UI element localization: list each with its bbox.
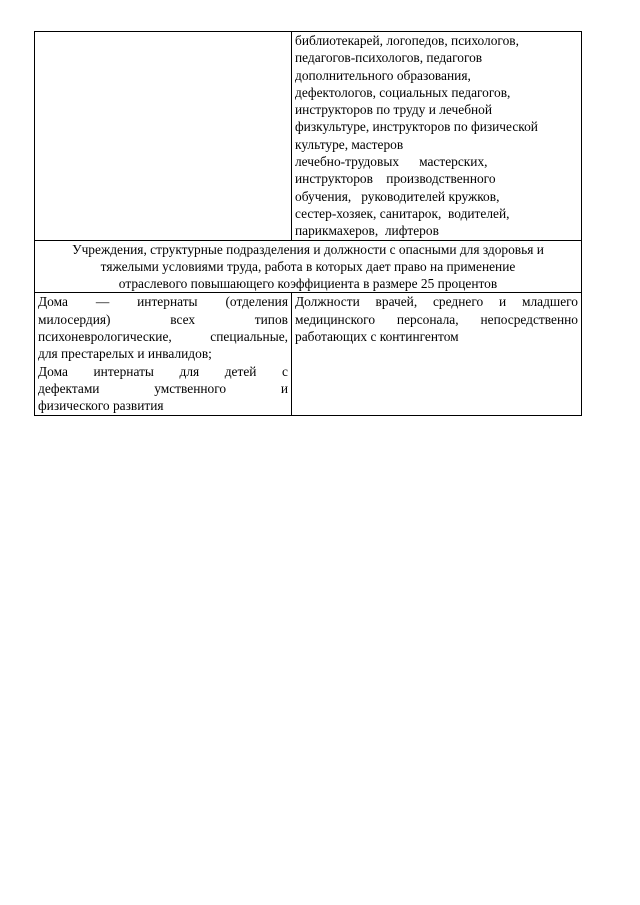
- text-line: медицинского персонала, непосредственно: [295, 311, 578, 327]
- table-cell-institutions: [35, 293, 292, 415]
- text-line: работающих с контингентом: [295, 329, 459, 345]
- section-header-line: отраслевого повышающего коэффициента в размере 25 процентов: [118, 276, 498, 292]
- text-line: дефектами умственного и: [38, 380, 288, 396]
- table-row-section-header: [35, 240, 582, 293]
- table-cell-left-empty: [35, 32, 292, 241]
- text-line: Должности врачей, среднего и младшего: [295, 294, 578, 310]
- text-line: лечебно-трудовых мастерских,: [295, 154, 488, 170]
- section-header-line: Учреждения, структурные подразделения и должности с опасными для здоровья и: [72, 241, 544, 257]
- text-line: дефектологов, социальных педагогов,: [295, 84, 511, 100]
- text-line: Дома интернаты для детей с: [38, 363, 288, 379]
- section-header-line: тяжелыми условиями труда, работа в которых дает право на применение: [100, 258, 516, 274]
- text-line: физкультуре, инструкторов по физической: [295, 119, 538, 135]
- text-line: библиотекарей, логопедов, психологов,: [295, 33, 519, 48]
- text-line: обучения, руководителей кружков,: [295, 188, 500, 204]
- table-row: [35, 32, 582, 241]
- text-line: культуре, мастеров: [295, 136, 404, 152]
- text-line: для престарелых и инвалидов;: [38, 346, 212, 362]
- text-line: физического развития: [38, 398, 164, 414]
- text-line: инструкторов производственного: [295, 171, 496, 187]
- text-line: парикмахеров, лифтеров: [295, 223, 439, 239]
- document-table: [34, 31, 582, 416]
- section-header-cell: [35, 240, 582, 293]
- text-line: Дома — интернаты (отделения: [38, 294, 288, 310]
- text-line: психоневрологические, специальные,: [38, 329, 288, 345]
- text-line: милосердия) всех типов: [38, 311, 288, 327]
- text-line: сестер-хозяек, санитарок, водителей,: [295, 205, 510, 221]
- text-line: дополнительного образования,: [295, 67, 471, 83]
- table-cell-positions-list: [292, 32, 582, 241]
- table-row: [35, 293, 582, 415]
- table-cell-staff-positions: [292, 293, 582, 415]
- text-line: инструкторов по труду и лечебной: [295, 102, 493, 118]
- text-line: педагогов-психологов, педагогов: [295, 50, 483, 66]
